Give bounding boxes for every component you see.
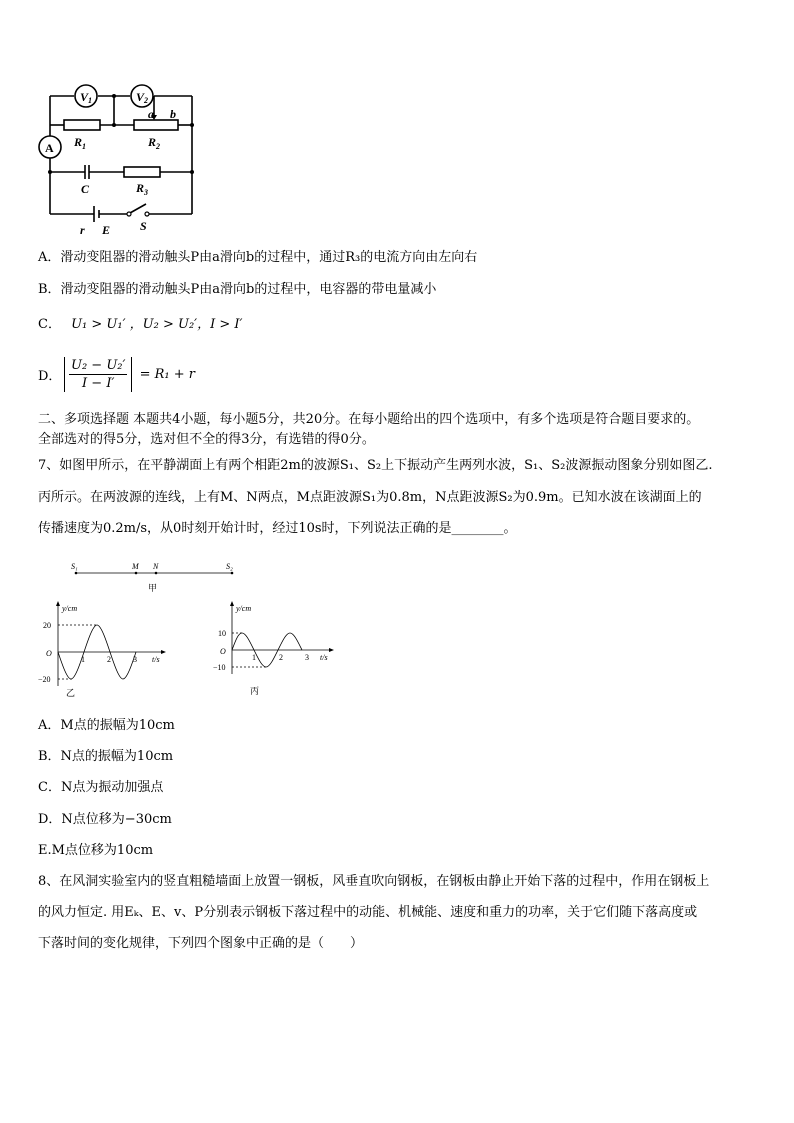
jia-m: M — [132, 562, 139, 571]
q8-stem-line1: 8、在风洞实验室内的竖直粗糙墙面上放置一钢板，风垂直吹向钢板，在钢板由静止开始下落的过程中，作用在钢板上 — [38, 874, 710, 889]
bing-ylabel: y/cm — [236, 604, 252, 613]
svg-text:A: A — [45, 141, 54, 155]
q7-option-e: E.M点位移为10cm — [38, 843, 154, 858]
bing-ytick-bottom: −10 — [213, 663, 226, 672]
q8-stem-line3: 下落时间的变化规律，下列四个图象中正确的是（ ） — [38, 936, 364, 951]
figure-bing — [208, 600, 338, 700]
bing-xtick-3: 3 — [305, 653, 309, 662]
svg-text:b: b — [170, 107, 176, 121]
jia-n: N — [153, 562, 159, 571]
yi-ytick-top: 20 — [43, 621, 51, 630]
fraction-denominator: I − I′ — [82, 376, 115, 391]
svg-text:V1: V1 — [80, 90, 93, 105]
q7-option-c: C．N点为振动加强点 — [38, 780, 164, 795]
resistor-r2 — [134, 120, 178, 130]
yi-xtick-1: 1 — [81, 655, 85, 664]
yi-origin: O — [46, 649, 52, 658]
q6-option-c-label: C． — [38, 317, 61, 332]
svg-text:R1: $R_1$ — [74, 135, 87, 151]
svg-text:r: r — [80, 223, 85, 237]
q7-stem-line3: 传播速度为0.2m/s，从0时刻开始计时，经过10s时，下列说法正确的是________。 — [38, 521, 517, 536]
q7-option-b: B．N点的振幅为10cm — [38, 749, 174, 764]
q6-option-c — [38, 316, 243, 334]
svg-text:E: E — [102, 223, 111, 237]
q7-option-a: A．M点的振幅为10cm — [38, 718, 175, 733]
circuit-diagram — [36, 82, 206, 242]
q7-option-d: D．N点位移为−30cm — [38, 812, 172, 827]
svg-text:R2: $R_2$ — [148, 135, 161, 151]
yi-caption: 乙 — [66, 688, 76, 698]
q6-option-d-label: D． — [38, 369, 62, 384]
yi-xlabel: t/s — [152, 655, 160, 664]
yi-xtick-2: 2 — [107, 655, 111, 664]
section2-line2: 全部选对的得5分，选对但不全的得3分，有选错的得0分。 — [38, 432, 375, 447]
figure-jia — [66, 560, 246, 596]
svg-text:R3: $R_3$ — [136, 181, 149, 197]
svg-text:S: S — [140, 219, 147, 233]
jia-s1: S₁ — [71, 562, 78, 571]
bing-origin: O — [220, 647, 226, 656]
q6-option-b: B．滑动变阻器的滑动触头P由a滑向b的过程中，电容器的带电量减小 — [38, 282, 437, 297]
q6-option-d-formula — [64, 357, 195, 392]
jia-caption: 甲 — [148, 583, 158, 593]
figure-yi — [34, 600, 174, 700]
bing-xlabel: t/s — [320, 653, 328, 662]
svg-text:C: C — [81, 182, 90, 196]
bing-caption: 丙 — [250, 686, 260, 696]
section2-line1: 二、多项选择题 本题共4小题，每小题5分，共20分。在每小题给出的四个选项中，有多个选项是符合题目要求的。 — [38, 412, 700, 427]
yi-ytick-bottom: −20 — [38, 675, 51, 684]
q6-option-a: A．滑动变阻器的滑动触头P由a滑向b的过程中，通过R₃的电流方向由左向右 — [38, 250, 478, 265]
q8-stem-line2: 的风力恒定. 用Eₖ、E、v、P分别表示钢板下落过程中的动能、机械能、速度和重力的功率，关于它们随下落高度或 — [38, 905, 698, 920]
yi-xtick-3: 3 — [133, 655, 137, 664]
q7-stem-line2: 丙所示。在两波源的连线，上有M、N两点，M点距波源S₁为0.8m，N点距波源S₂为0.9m。已知水波在该湖面上的 — [38, 490, 702, 505]
q6-option-c-formula: U₁ > U₁′ ，U₂ > U₂′，I > I′ — [71, 317, 243, 332]
bing-xtick-1: 1 — [252, 653, 256, 662]
resistor-r3 — [124, 167, 160, 177]
bing-ytick-top: 10 — [218, 629, 226, 638]
yi-ylabel: y/cm — [62, 604, 78, 613]
bing-xtick-2: 2 — [279, 653, 283, 662]
svg-text:V2: V2 — [136, 90, 149, 105]
jia-s2: S₂ — [226, 562, 233, 571]
fraction-numerator: U₂ − U₂′ — [71, 358, 126, 373]
q7-stem-line1: 7、如图甲所示，在平静湖面上有两个相距2m的波源S₁、S₂上下振动产生两列水波，S₁、S₂波源振动图象分别如图乙. — [38, 458, 713, 473]
resistor-r1 — [64, 120, 100, 130]
fraction-rhs: = R₁ + r — [139, 367, 195, 382]
svg-text:a: a — [148, 107, 154, 121]
